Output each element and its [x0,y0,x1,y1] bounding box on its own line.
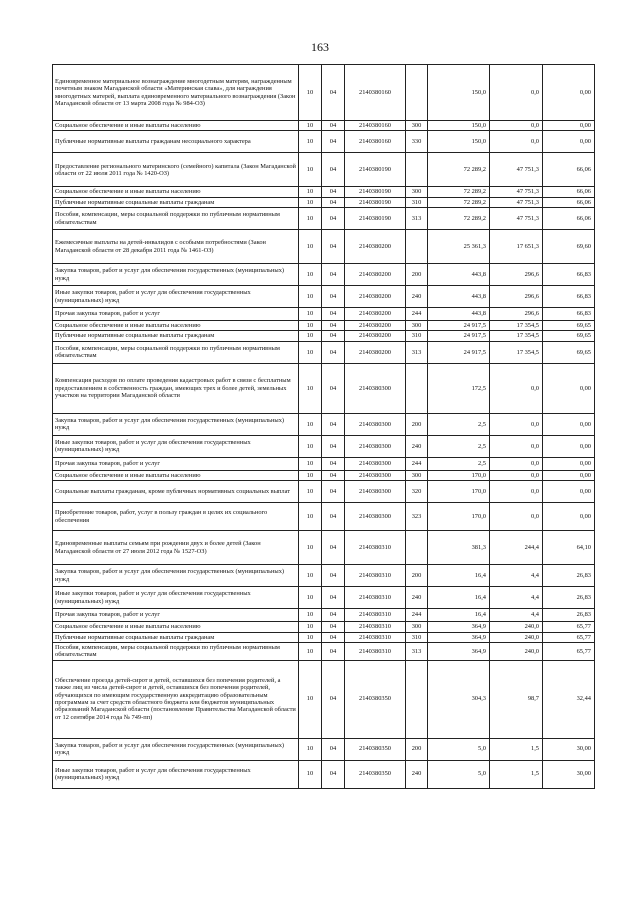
planned-amount: 72 289,2 [428,187,490,197]
section-code: 10 [299,131,322,153]
expense-type-code: 313 [406,642,428,660]
table-row [53,321,595,331]
expense-type-code: 200 [406,738,428,760]
planned-amount: 72 289,2 [428,208,490,230]
target-article-code: 2140380300 [345,470,406,480]
planned-amount: 443,8 [428,264,490,286]
section-code: 10 [299,457,322,470]
table-row [53,197,595,207]
planned-amount: 72 289,2 [428,197,490,207]
planned-amount: 170,0 [428,470,490,480]
target-article-code: 2140380160 [345,121,406,131]
subsection-code: 04 [322,208,345,230]
expense-type-code: 313 [406,341,428,363]
executed-amount: 244,4 [490,531,543,565]
planned-amount: 364,9 [428,632,490,642]
expense-type-code: 244 [406,457,428,470]
expense-type-code [406,153,428,187]
planned-amount: 16,4 [428,587,490,609]
section-code: 10 [299,642,322,660]
planned-amount: 150,0 [428,131,490,153]
subsection-code: 04 [322,481,345,503]
section-code: 10 [299,760,322,788]
row-name: Публичные нормативные социальные выплаты гражданам [53,632,299,642]
target-article-code: 2140380190 [345,153,406,187]
execution-percent: 64,10 [543,531,595,565]
expense-type-code: 244 [406,308,428,321]
section-code: 10 [299,565,322,587]
target-article-code: 2140380200 [345,321,406,331]
section-code: 10 [299,632,322,642]
section-code: 10 [299,208,322,230]
execution-percent: 26,83 [543,609,595,622]
subsection-code: 04 [322,760,345,788]
row-name: Публичные нормативные выплаты гражданам несоциального характера [53,131,299,153]
executed-amount: 17 651,3 [490,230,543,264]
section-code: 10 [299,153,322,187]
subsection-code: 04 [322,341,345,363]
planned-amount: 364,9 [428,642,490,660]
expense-type-code: 240 [406,587,428,609]
expense-type-code: 310 [406,331,428,341]
table-row [53,587,595,609]
row-name: Социальное обеспечение и иные выплаты населению [53,470,299,480]
subsection-code: 04 [322,435,345,457]
row-name: Закупка товаров, работ и услуг для обеспечения государственных (муниципальных) нужд [53,738,299,760]
execution-percent: 26,83 [543,565,595,587]
expense-type-code: 240 [406,760,428,788]
target-article-code: 2140380310 [345,565,406,587]
row-name: Пособия, компенсации, меры социальной поддержки по публичным нормативным обязательствам [53,341,299,363]
planned-amount: 304,3 [428,660,490,738]
subsection-code: 04 [322,264,345,286]
subsection-code: 04 [322,531,345,565]
planned-amount: 2,5 [428,413,490,435]
executed-amount: 0,0 [490,363,543,413]
target-article-code: 2140380300 [345,481,406,503]
execution-percent: 65,77 [543,622,595,632]
planned-amount: 5,0 [428,738,490,760]
row-name: Пособия, компенсации, меры социальной поддержки по публичным нормативным обязательствам [53,642,299,660]
target-article-code: 2140380200 [345,230,406,264]
table-row [53,208,595,230]
expense-type-code: 313 [406,208,428,230]
execution-percent: 69,65 [543,331,595,341]
expense-type-code: 323 [406,503,428,531]
page-number: 163 [311,40,329,54]
target-article-code: 2140380200 [345,331,406,341]
subsection-code: 04 [322,457,345,470]
planned-amount: 16,4 [428,609,490,622]
execution-percent: 30,00 [543,738,595,760]
planned-amount: 2,5 [428,435,490,457]
target-article-code: 2140380310 [345,531,406,565]
expense-type-code [406,660,428,738]
row-name: Социальное обеспечение и иные выплаты населению [53,187,299,197]
execution-percent: 66,06 [543,197,595,207]
subsection-code: 04 [322,121,345,131]
expense-type-code: 320 [406,481,428,503]
row-name: Социальные выплаты гражданам, кроме публичных нормативных социальных выплат [53,481,299,503]
executed-amount: 296,6 [490,286,543,308]
executed-amount: 0,0 [490,481,543,503]
table-row [53,435,595,457]
row-name: Закупка товаров, работ и услуг для обеспечения государственных (муниципальных) нужд [53,264,299,286]
subsection-code: 04 [322,286,345,308]
execution-percent: 32,44 [543,660,595,738]
execution-percent: 0,00 [543,503,595,531]
section-code: 10 [299,363,322,413]
section-code: 10 [299,331,322,341]
executed-amount: 0,0 [490,121,543,131]
executed-amount: 0,0 [490,413,543,435]
planned-amount: 443,8 [428,286,490,308]
execution-percent: 0,00 [543,481,595,503]
executed-amount: 240,0 [490,642,543,660]
target-article-code: 2140380200 [345,264,406,286]
expense-type-code: 310 [406,632,428,642]
expense-type-code [406,65,428,121]
table-row [53,565,595,587]
expense-type-code [406,363,428,413]
expense-type-code: 300 [406,187,428,197]
target-article-code: 2140380190 [345,208,406,230]
planned-amount: 24 917,5 [428,341,490,363]
expense-type-code: 330 [406,131,428,153]
subsection-code: 04 [322,470,345,480]
table-row [53,341,595,363]
table-row [53,131,595,153]
section-code: 10 [299,341,322,363]
executed-amount: 0,0 [490,457,543,470]
executed-amount: 296,6 [490,264,543,286]
execution-percent: 0,00 [543,470,595,480]
execution-percent: 0,00 [543,457,595,470]
expense-type-code [406,531,428,565]
row-name: Прочая закупка товаров, работ и услуг [53,457,299,470]
target-article-code: 2140380310 [345,642,406,660]
subsection-code: 04 [322,609,345,622]
table-row [53,470,595,480]
table-body [53,65,595,789]
target-article-code: 2140380300 [345,435,406,457]
execution-percent: 66,06 [543,208,595,230]
target-article-code: 2140380310 [345,587,406,609]
execution-percent: 69,65 [543,341,595,363]
row-name: Закупка товаров, работ и услуг для обеспечения государственных (муниципальных) нужд [53,565,299,587]
executed-amount: 17 354,5 [490,321,543,331]
executed-amount: 47 751,3 [490,153,543,187]
planned-amount: 24 917,5 [428,331,490,341]
section-code: 10 [299,308,322,321]
row-name: Прочая закупка товаров, работ и услуг [53,308,299,321]
planned-amount: 170,0 [428,481,490,503]
executed-amount: 0,0 [490,435,543,457]
subsection-code: 04 [322,230,345,264]
subsection-code: 04 [322,660,345,738]
executed-amount: 98,7 [490,660,543,738]
target-article-code: 2140380190 [345,187,406,197]
execution-percent: 69,65 [543,321,595,331]
executed-amount: 47 751,3 [490,208,543,230]
table-row [53,264,595,286]
planned-amount: 364,9 [428,622,490,632]
table-row [53,738,595,760]
target-article-code: 2140380200 [345,341,406,363]
table-row [53,481,595,503]
target-article-code: 2140380310 [345,632,406,642]
subsection-code: 04 [322,153,345,187]
subsection-code: 04 [322,587,345,609]
section-code: 10 [299,413,322,435]
planned-amount: 381,3 [428,531,490,565]
target-article-code: 2140380310 [345,609,406,622]
row-name: Иные закупки товаров, работ и услуг для обеспечения государственных (муниципальных) нужд [53,435,299,457]
execution-percent: 65,77 [543,632,595,642]
target-article-code: 2140380200 [345,286,406,308]
executed-amount: 4,4 [490,609,543,622]
section-code: 10 [299,622,322,632]
subsection-code: 04 [322,565,345,587]
table-row [53,609,595,622]
executed-amount: 0,0 [490,503,543,531]
table-row [53,632,595,642]
table-row [53,308,595,321]
expense-type-code [406,230,428,264]
subsection-code: 04 [322,622,345,632]
section-code: 10 [299,321,322,331]
row-name: Социальное обеспечение и иные выплаты населению [53,622,299,632]
table-row [53,457,595,470]
table-row [53,531,595,565]
row-name: Компенсация расходов по оплате проведения кадастровых работ в связи с бесплатным предоставлением в собственность граждан, имеющих трех и более детей, земельных участков на территории Магаданской области [53,363,299,413]
section-code: 10 [299,187,322,197]
execution-percent: 69,60 [543,230,595,264]
executed-amount: 1,5 [490,760,543,788]
expense-type-code: 240 [406,435,428,457]
execution-percent: 65,77 [543,642,595,660]
execution-percent: 0,00 [543,131,595,153]
table-row [53,153,595,187]
row-name: Ежемесячные выплаты на детей-инвалидов с особыми потребностями (Закон Магаданской области от 28 декабря 2011 года № 1461-ОЗ) [53,230,299,264]
executed-amount: 1,5 [490,738,543,760]
executed-amount: 240,0 [490,622,543,632]
row-name: Пособия, компенсации, меры социальной поддержки по публичным нормативным обязательствам [53,208,299,230]
execution-percent: 66,06 [543,187,595,197]
planned-amount: 5,0 [428,760,490,788]
section-code: 10 [299,264,322,286]
table-row [53,331,595,341]
planned-amount: 443,8 [428,308,490,321]
planned-amount: 72 289,2 [428,153,490,187]
section-code: 10 [299,286,322,308]
target-article-code: 2140380300 [345,413,406,435]
execution-percent: 0,00 [543,121,595,131]
subsection-code: 04 [322,738,345,760]
row-name: Единовременное материальное вознаграждение многодетным матерям, награжденным почетным знаком Магаданской области «Материнская слава», для награждения многодетных матерей, выплата единовременного материального вознаграждения (Закон Магаданской области от 13 марта 2008 года № 984-ОЗ) [53,65,299,121]
target-article-code: 2140380350 [345,760,406,788]
row-name: Приобретение товаров, работ, услуг в пользу граждан в целях их социального обеспечения [53,503,299,531]
section-code: 10 [299,470,322,480]
subsection-code: 04 [322,197,345,207]
subsection-code: 04 [322,308,345,321]
table-row [53,65,595,121]
expense-type-code: 300 [406,622,428,632]
subsection-code: 04 [322,632,345,642]
section-code: 10 [299,503,322,531]
target-article-code: 2140380300 [345,457,406,470]
section-code: 10 [299,481,322,503]
execution-percent: 0,00 [543,363,595,413]
section-code: 10 [299,738,322,760]
row-name: Социальное обеспечение и иные выплаты населению [53,121,299,131]
target-article-code: 2140380160 [345,65,406,121]
execution-percent: 66,83 [543,308,595,321]
expense-type-code: 300 [406,321,428,331]
execution-percent: 26,83 [543,587,595,609]
target-article-code: 2140380350 [345,660,406,738]
expense-type-code: 300 [406,470,428,480]
target-article-code: 2140380190 [345,197,406,207]
executed-amount: 0,0 [490,65,543,121]
row-name: Иные закупки товаров, работ и услуг для обеспечения государственных (муниципальных) нужд [53,587,299,609]
planned-amount: 150,0 [428,65,490,121]
row-name: Закупка товаров, работ и услуг для обеспечения государственных (муниципальных) нужд [53,413,299,435]
executed-amount: 47 751,3 [490,197,543,207]
row-name: Иные закупки товаров, работ и услуг для обеспечения государственных (муниципальных) нужд [53,286,299,308]
executed-amount: 296,6 [490,308,543,321]
expense-type-code: 200 [406,264,428,286]
target-article-code: 2140380160 [345,131,406,153]
planned-amount: 150,0 [428,121,490,131]
row-name: Иные закупки товаров, работ и услуг для обеспечения государственных (муниципальных) нужд [53,760,299,788]
execution-percent: 0,00 [543,65,595,121]
target-article-code: 2140380350 [345,738,406,760]
execution-percent: 66,83 [543,264,595,286]
section-code: 10 [299,609,322,622]
executed-amount: 4,4 [490,565,543,587]
planned-amount: 24 917,5 [428,321,490,331]
subsection-code: 04 [322,321,345,331]
execution-percent: 30,00 [543,760,595,788]
section-code: 10 [299,65,322,121]
executed-amount: 240,0 [490,632,543,642]
row-name: Публичные нормативные социальные выплаты гражданам [53,197,299,207]
executed-amount: 47 751,3 [490,187,543,197]
expense-type-code: 310 [406,197,428,207]
table-row [53,230,595,264]
planned-amount: 16,4 [428,565,490,587]
section-code: 10 [299,121,322,131]
row-name: Прочая закупка товаров, работ и услуг [53,609,299,622]
planned-amount: 25 361,3 [428,230,490,264]
table-row [53,660,595,738]
execution-percent: 0,00 [543,413,595,435]
table-row [53,503,595,531]
row-name: Публичные нормативные социальные выплаты гражданам [53,331,299,341]
planned-amount: 2,5 [428,457,490,470]
subsection-code: 04 [322,363,345,413]
expense-type-code: 240 [406,286,428,308]
expense-type-code: 200 [406,413,428,435]
subsection-code: 04 [322,131,345,153]
target-article-code: 2140380300 [345,503,406,531]
subsection-code: 04 [322,413,345,435]
table-row [53,286,595,308]
table-row [53,622,595,632]
subsection-code: 04 [322,65,345,121]
table-row [53,121,595,131]
section-code: 10 [299,230,322,264]
table-row [53,187,595,197]
planned-amount: 170,0 [428,503,490,531]
section-code: 10 [299,197,322,207]
expense-type-code: 200 [406,565,428,587]
section-code: 10 [299,587,322,609]
row-name: Единовременные выплаты семьям при рождении двух и более детей (Закон Магаданской области от 27 июля 2012 года № 1527-ОЗ) [53,531,299,565]
row-name: Предоставление регионального материнского (семейного) капитала (Закон Магаданской области от 22 июля 2011 года № 1420-ОЗ) [53,153,299,187]
row-name: Обеспечение проезда детей-сирот и детей, оставшихся без попечения родителей, а также лиц из числа детей-сирот и детей, оставшихся без попечения родителей, обучающихся по имеющим государственную аккредитацию образовательным программам за счет средств областного бюджета или бюджетов муниципальных образований Магаданской области (постановление Правительства Магаданской области от 12 сентября 2014 года № 749-пп) [53,660,299,738]
subsection-code: 04 [322,503,345,531]
table-row [53,363,595,413]
table-row [53,413,595,435]
executed-amount: 17 354,5 [490,341,543,363]
subsection-code: 04 [322,642,345,660]
executed-amount: 0,0 [490,470,543,480]
execution-percent: 66,06 [543,153,595,187]
subsection-code: 04 [322,331,345,341]
section-code: 10 [299,660,322,738]
executed-amount: 4,4 [490,587,543,609]
row-name: Социальное обеспечение и иные выплаты населению [53,321,299,331]
expense-type-code: 300 [406,121,428,131]
target-article-code: 2140380300 [345,363,406,413]
executed-amount: 0,0 [490,131,543,153]
execution-percent: 66,83 [543,286,595,308]
expense-type-code: 244 [406,609,428,622]
budget-execution-table [52,64,595,789]
planned-amount: 172,5 [428,363,490,413]
target-article-code: 2140380310 [345,622,406,632]
subsection-code: 04 [322,187,345,197]
section-code: 10 [299,435,322,457]
table-row [53,760,595,788]
execution-percent: 0,00 [543,435,595,457]
section-code: 10 [299,531,322,565]
table-row [53,642,595,660]
target-article-code: 2140380200 [345,308,406,321]
executed-amount: 17 354,5 [490,331,543,341]
